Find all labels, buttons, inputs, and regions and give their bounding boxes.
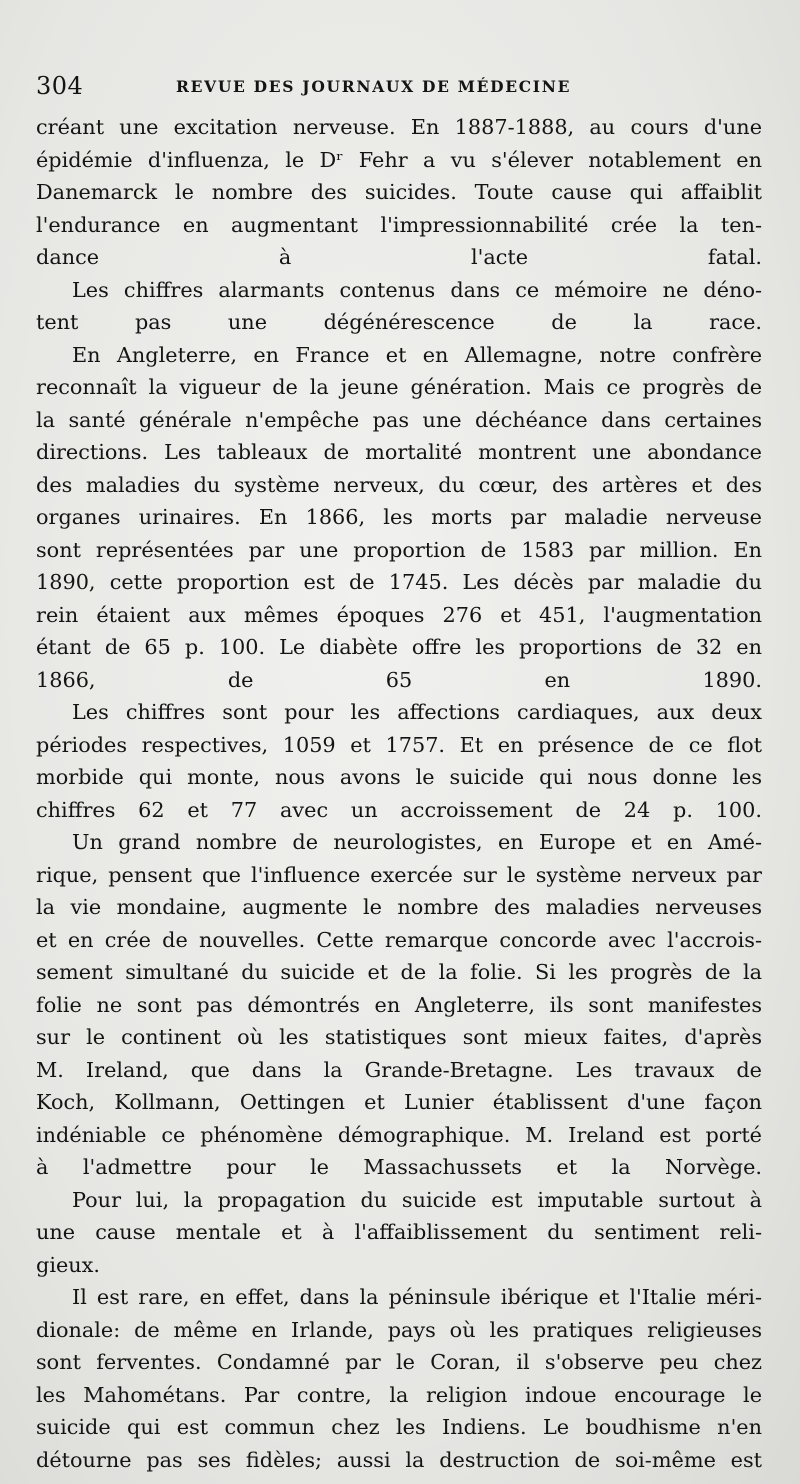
text-line: sont ferventes. Condamné par le Coran, il s'observe peu chez	[36, 1350, 762, 1374]
text-line: Un grand nombre de neurologistes, en Europe et en Amé-	[72, 830, 762, 854]
text-line: suicide qui est commun chez les Indiens. Le boudhisme n'en	[36, 1415, 762, 1439]
text-line: dionale: de même en Irlande, pays où les pratiques religieuses	[36, 1317, 762, 1342]
text-line: épidémie d'influenza, le Dʳ Fehr a vu s'élever notablement en	[36, 147, 762, 172]
text-line: Les chiffres alarmants contenus dans ce mémoire ne déno-	[72, 277, 762, 302]
text-line: rique, pensent que l'influence exercée sur le système nerveux par	[36, 862, 762, 887]
text-line: la vie mondaine, augmente le nombre des maladies nerveuses	[36, 895, 762, 919]
text-line: l'endurance en augmentant l'impressionnabilité crée la ten-	[36, 212, 762, 237]
text-line: Danemarck le nombre des suicides. Toute cause qui affaiblit	[36, 180, 762, 204]
text-line: les Mahométans. Par contre, la religion indoue encourage le	[36, 1382, 762, 1407]
text-line: reconnaît la vigueur de la jeune génération. Mais ce progrès de	[36, 375, 762, 399]
text-line: tent pas une dégénérescence de la race.	[36, 310, 762, 334]
page-number: 304	[36, 72, 84, 100]
text-line: Koch, Kollmann, Oettingen et Lunier établissent d'une façon	[36, 1090, 762, 1114]
text-line: sont représentées par une proportion de 1583 par million. En	[36, 537, 762, 562]
page-header	[36, 72, 762, 102]
text-line: Les chiffres sont pour les affections cardiaques, aux deux	[72, 700, 762, 724]
text-line: étant de 65 p. 100. Le diabète offre les proportions de 32 en	[36, 635, 762, 659]
text-line: morbide qui monte, nous avons le suicide qui nous donne les	[36, 765, 762, 789]
text-line: la santé générale n'empêche pas une déchéance dans certaines	[36, 407, 762, 432]
text-line: M. Ireland, que dans la Grande-Bretagne. Les travaux de	[36, 1057, 762, 1082]
text-line: sement simultané du suicide et de la folie. Si les progrès de la	[36, 960, 762, 984]
text-line: indéniable ce phénomène démographique. M. Ireland est porté	[36, 1122, 762, 1147]
text-line: une cause mentale et à l'affaiblissement du sentiment reli-	[36, 1220, 762, 1244]
text-line: à l'admettre pour le Massachussets et la Norvège.	[36, 1155, 762, 1179]
text-line: 1890, cette proportion est de 1745. Les décès par maladie du	[36, 570, 762, 594]
text-line: périodes respectives, 1059 et 1757. Et en présence de ce flot	[36, 732, 762, 757]
running-title: REVUE DES JOURNAUX DE MÉDECINE	[176, 77, 572, 96]
text-line: rein étaient aux mêmes époques 276 et 451, l'augmentation	[36, 602, 762, 627]
text-line: créant une excitation nerveuse. En 1887-1888, au cours d'une	[36, 115, 762, 139]
text-line: et en crée de nouvelles. Cette remarque concorde avec l'accrois-	[36, 927, 762, 952]
text-line: chiffres 62 et 77 avec un accroissement de 24 p. 100.	[36, 797, 762, 822]
text-line: Il est rare, en effet, dans la péninsule ibérique et l'Italie méri-	[72, 1285, 762, 1309]
text-line: directions. Les tableaux de mortalité montrent une abondance	[36, 440, 762, 464]
text-line: folie ne sont pas démontrés en Angleterre, ils sont manifestes	[36, 992, 762, 1017]
body-text	[36, 111, 762, 1476]
text-line: organes urinaires. En 1866, les morts par maladie nerveuse	[36, 505, 762, 529]
text-line: Pour lui, la propagation du suicide est imputable surtout à	[72, 1187, 762, 1212]
text-line: détourne pas ses fidèles; aussi la destruction de soi-même est	[36, 1447, 762, 1472]
text-line: dance à l'acte fatal.	[36, 245, 762, 269]
text-line: des maladies du système nerveux, du cœur, des artères et des	[36, 472, 762, 497]
text-line: 1866, de 65 en 1890.	[36, 667, 762, 692]
text-line: sur le continent où les statistiques sont mieux faites, d'après	[36, 1025, 762, 1049]
text-line: En Angleterre, en France et en Allemagne, notre confrère	[72, 342, 762, 367]
text-line: gieux.	[36, 1252, 101, 1277]
